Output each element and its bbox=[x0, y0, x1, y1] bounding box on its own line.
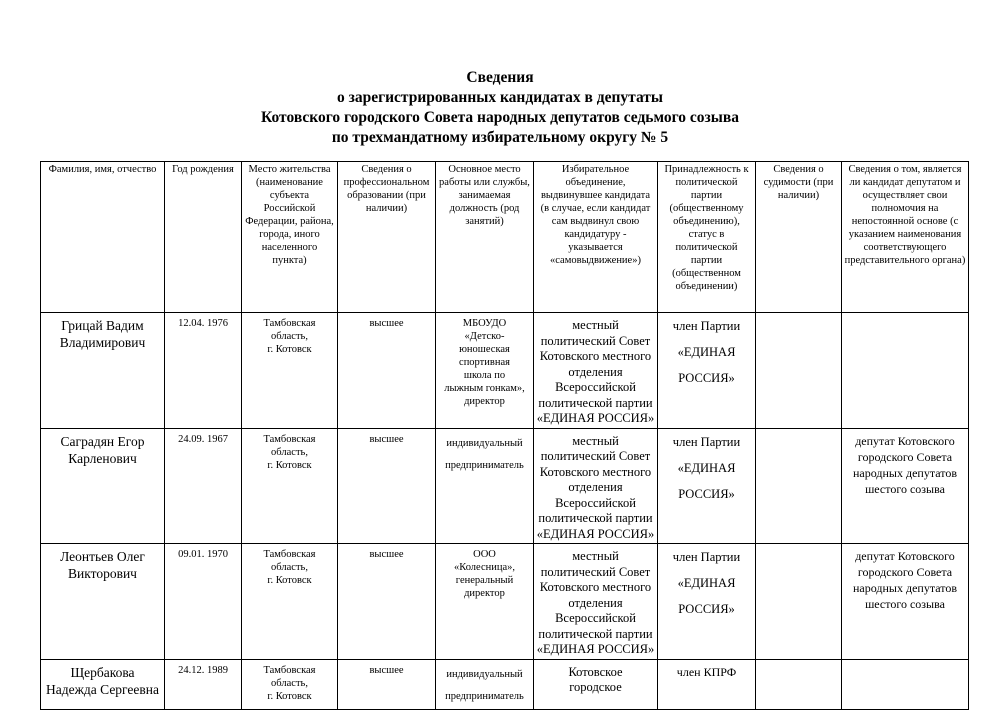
col-header-name: Фамилия, имя, отчество bbox=[41, 162, 165, 313]
title-line: по трехмандатному избирательному округу № 5 bbox=[331, 129, 669, 146]
education: высшее bbox=[338, 313, 436, 429]
table-row bbox=[41, 313, 969, 429]
deputy-status: депутат Котовского городского Совета народных депутатов шестого созыва bbox=[842, 544, 969, 660]
nominator: местный политический Совет Котовского местного отделения Всероссийской политической партии «ЕДИНАЯ РОССИЯ» bbox=[534, 428, 658, 544]
deputy-status bbox=[842, 313, 969, 429]
birth-date: 24.09. 1967 bbox=[165, 428, 242, 544]
education: высшее bbox=[338, 544, 436, 660]
party-membership: член КПРФ bbox=[658, 659, 756, 709]
title-line: Котовского городского Совета народных депутатов седьмого созыва bbox=[261, 109, 739, 126]
nominator: местный политический Совет Котовского местного отделения Всероссийской политической партии «ЕДИНАЯ РОССИЯ» bbox=[534, 544, 658, 660]
conviction bbox=[756, 544, 842, 660]
work-place: МБОУДО «Детско- юношеская спортивная школа по лыжным гонкам», директор bbox=[436, 313, 534, 429]
col-header-party: Принадлежность к политической партии (общественному объединению), статус в политической партии (общественном объединении) bbox=[658, 162, 756, 313]
candidate-name: Грицай Вадим Владимирович bbox=[41, 313, 165, 429]
conviction bbox=[756, 659, 842, 709]
table-row bbox=[41, 544, 969, 660]
nominator: Котовское городское bbox=[534, 659, 658, 709]
col-header-nominator: Избирательное объединение, выдвинувшее кандидата (в случае, если кандидат сам выдвинул свою кандидатуру - указывается «самовыдвижение») bbox=[534, 162, 658, 313]
candidates-table bbox=[40, 161, 969, 710]
candidate-name: Саградян Егор Карленович bbox=[41, 428, 165, 544]
col-header-conviction: Сведения о судимости (при наличии) bbox=[756, 162, 842, 313]
conviction bbox=[756, 428, 842, 544]
table-row bbox=[41, 659, 969, 709]
party-membership: член Партии «ЕДИНАЯ РОССИЯ» bbox=[658, 428, 756, 544]
document-title bbox=[0, 68, 1000, 148]
table-header-row bbox=[41, 162, 969, 313]
residence: Тамбовская область, г. Котовск bbox=[242, 313, 338, 429]
deputy-status: депутат Котовского городского Совета народных депутатов шестого созыва bbox=[842, 428, 969, 544]
conviction bbox=[756, 313, 842, 429]
col-header-deputy: Сведения о том, является ли кандидат депутатом и осуществляет свои полномочия на непостоянной основе (с указанием наименования соответствующего представительного органа) bbox=[842, 162, 969, 313]
education: высшее bbox=[338, 659, 436, 709]
work-place: индивидуальный предприниматель bbox=[436, 428, 534, 544]
candidate-name: Леонтьев Олег Викторович bbox=[41, 544, 165, 660]
title-line: Сведения bbox=[466, 69, 534, 86]
residence: Тамбовская область, г. Котовск bbox=[242, 659, 338, 709]
residence: Тамбовская область, г. Котовск bbox=[242, 428, 338, 544]
birth-date: 12.04. 1976 bbox=[165, 313, 242, 429]
deputy-status bbox=[842, 659, 969, 709]
residence: Тамбовская область, г. Котовск bbox=[242, 544, 338, 660]
candidate-name: Щербакова Надежда Сергеевна bbox=[41, 659, 165, 709]
table-row bbox=[41, 428, 969, 544]
birth-date: 09.01. 1970 bbox=[165, 544, 242, 660]
title-line: о зарегистрированных кандидатах в депутаты bbox=[336, 89, 664, 106]
col-header-residence: Место жительства (наименование субъекта Российской Федерации, района, города, иного населенного пункта) bbox=[242, 162, 338, 313]
birth-date: 24.12. 1989 bbox=[165, 659, 242, 709]
party-membership: член Партии «ЕДИНАЯ РОССИЯ» bbox=[658, 313, 756, 429]
work-place: индивидуальный предприниматель bbox=[436, 659, 534, 709]
education: высшее bbox=[338, 428, 436, 544]
party-membership: член Партии «ЕДИНАЯ РОССИЯ» bbox=[658, 544, 756, 660]
work-place: ООО «Колесница», генеральный директор bbox=[436, 544, 534, 660]
col-header-education: Сведения о профессиональном образовании (при наличии) bbox=[338, 162, 436, 313]
col-header-work: Основное место работы или службы, занимаемая должность (род занятий) bbox=[436, 162, 534, 313]
col-header-birth: Год рождения bbox=[165, 162, 242, 313]
nominator: местный политический Совет Котовского местного отделения Всероссийской политической партии «ЕДИНАЯ РОССИЯ» bbox=[534, 313, 658, 429]
